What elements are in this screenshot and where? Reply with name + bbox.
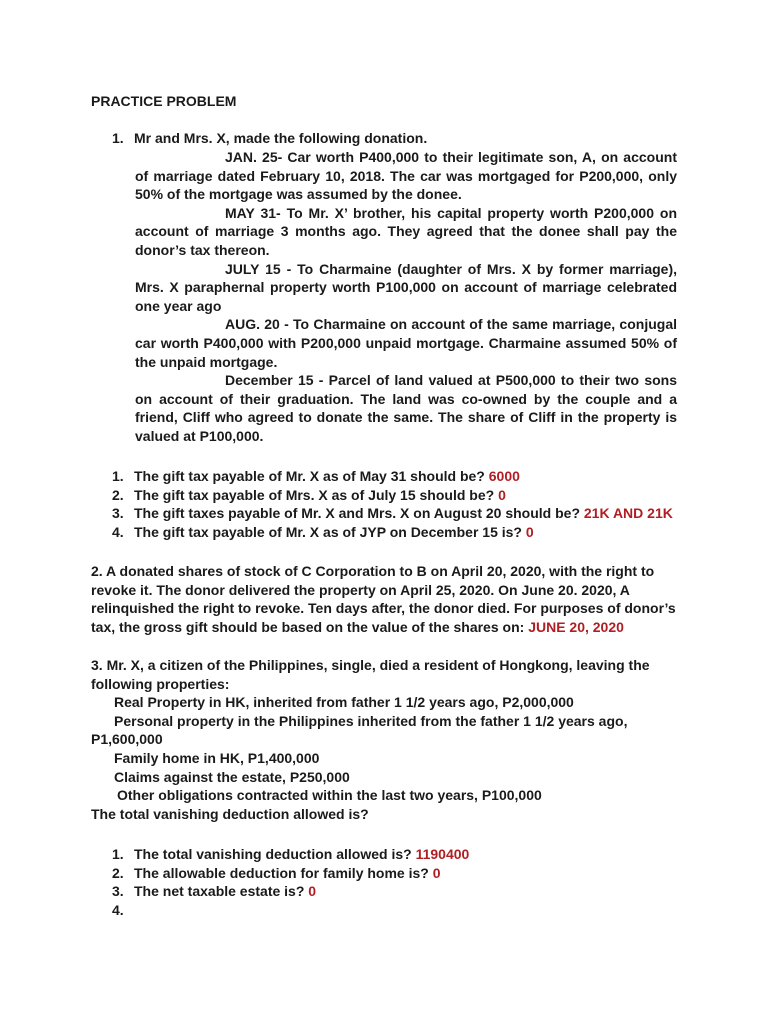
- problem-3: 3. Mr. X, a citizen of the Philippines, single, died a resident of Hongkong, leaving the following properties: Real Property in HK, inherited from father 1 1/2 years ago, P2,000,000 Personal property in the Philippines inherited from the father 1 1/2 years ago, P1,600,000 Family home in HK, P1,400,000 Claims against the estate, P250,000 Other obligations contracted within the last two years, P100,000 The total vanishing deduction allowed is?: [91, 656, 671, 823]
- question-item: 3. The net taxable estate is? 0: [112, 883, 317, 900]
- problem-1-intro-text: Mr and Mrs. X, made the following donation.: [134, 130, 428, 146]
- question-item: 3. The gift taxes payable of Mr. X and Mrs. X on August 20 should be? 21K AND 21K: [112, 505, 673, 522]
- donation-dec15: December 15 - Parcel of land valued at P500,000 to their two sons on account of their graduation. The land was co-owned by the couple and a friend, Cliff who agreed to donate the same. The share of Cliff in the property is valued at P100,000.: [135, 372, 677, 444]
- problem-1-intro: [112, 129, 427, 148]
- property-item: Personal property in the Philippines inherited from the father 1 1/2 years ago,: [114, 712, 628, 729]
- question-item: 1. The total vanishing deduction allowed is? 1190400: [112, 846, 470, 862]
- property-item: Claims against the estate, P250,000: [114, 768, 350, 785]
- page-title: PRACTICE PROBLEM: [91, 93, 237, 109]
- property-item: Other obligations contracted within the last two years, P100,000: [117, 787, 542, 804]
- answer: 0: [308, 883, 317, 900]
- answer: 0: [432, 864, 441, 881]
- question-item: 4.: [112, 901, 124, 918]
- property-item: Family home in HK, P1,400,000: [114, 749, 320, 766]
- donation-may31: MAY 31- To Mr. X’ brother, his capital property worth P200,000 on account of marriage 3 months ago. They agreed that the donee shall pay the donor’s tax thereon.: [135, 204, 677, 258]
- donation-aug20: AUG. 20 - To Charmaine on account of the same marriage, conjugal car worth P400,000 with P200,000 unpaid mortgage. Charmaine assumed 50% of the unpaid mortgage.: [135, 316, 677, 370]
- property-item-cont: P1,600,000: [91, 731, 163, 748]
- problem-2-answer: JUNE 20, 2020: [528, 618, 624, 635]
- property-item: Real Property in HK, inherited from father 1 1/2 years ago, P2,000,000: [114, 694, 574, 711]
- answer: 0: [498, 486, 506, 503]
- problem-1-questions: [112, 467, 673, 541]
- donation-july15: JULY 15 - To Charmaine (daughter of Mrs. X by former marriage), Mrs. X paraphernal property worth P100,000 on account of marriage celebrated one year ago: [135, 260, 677, 314]
- answer: 21K AND 21K: [583, 505, 673, 522]
- question-item: 1. The gift tax payable of Mr. X as of May 31 should be? 6000: [112, 468, 520, 484]
- problem-3-question: The total vanishing deduction allowed is?: [91, 805, 369, 822]
- question-item: 2. The gift tax payable of Mrs. X as of July 15 should be? 0: [112, 486, 506, 503]
- answer: 6000: [488, 468, 520, 484]
- donation-jan25: JAN. 25- Car worth P400,000 to their legitimate son, A, on account of marriage dated February 10, 2018. The car was mortgaged for P200,000, only 50% of the mortgage was assumed by the donee.: [135, 149, 677, 203]
- answer: 1190400: [415, 846, 470, 862]
- problem-1-paragraphs: [135, 148, 677, 446]
- answer: 0: [525, 523, 534, 540]
- problem-3-questions: [112, 845, 469, 919]
- problem-2: 2. A donated shares of stock of C Corporation to B on April 20, 2020, with the right to revoke it. The donor delivered the property on April 25, 2020. On June 20. 2020, A relinquished the right to revoke. Ten days after, the donor died. For purposes of donor’s tax, the gross gift should be based on the value of the shares on: JUNE 20, 2020: [91, 563, 676, 635]
- question-item: 4. The gift tax payable of Mr. X as of JYP on December 15 is? 0: [112, 523, 534, 540]
- problem-1-number: 1.: [112, 130, 124, 146]
- question-item: 2. The allowable deduction for family home is? 0: [112, 864, 441, 881]
